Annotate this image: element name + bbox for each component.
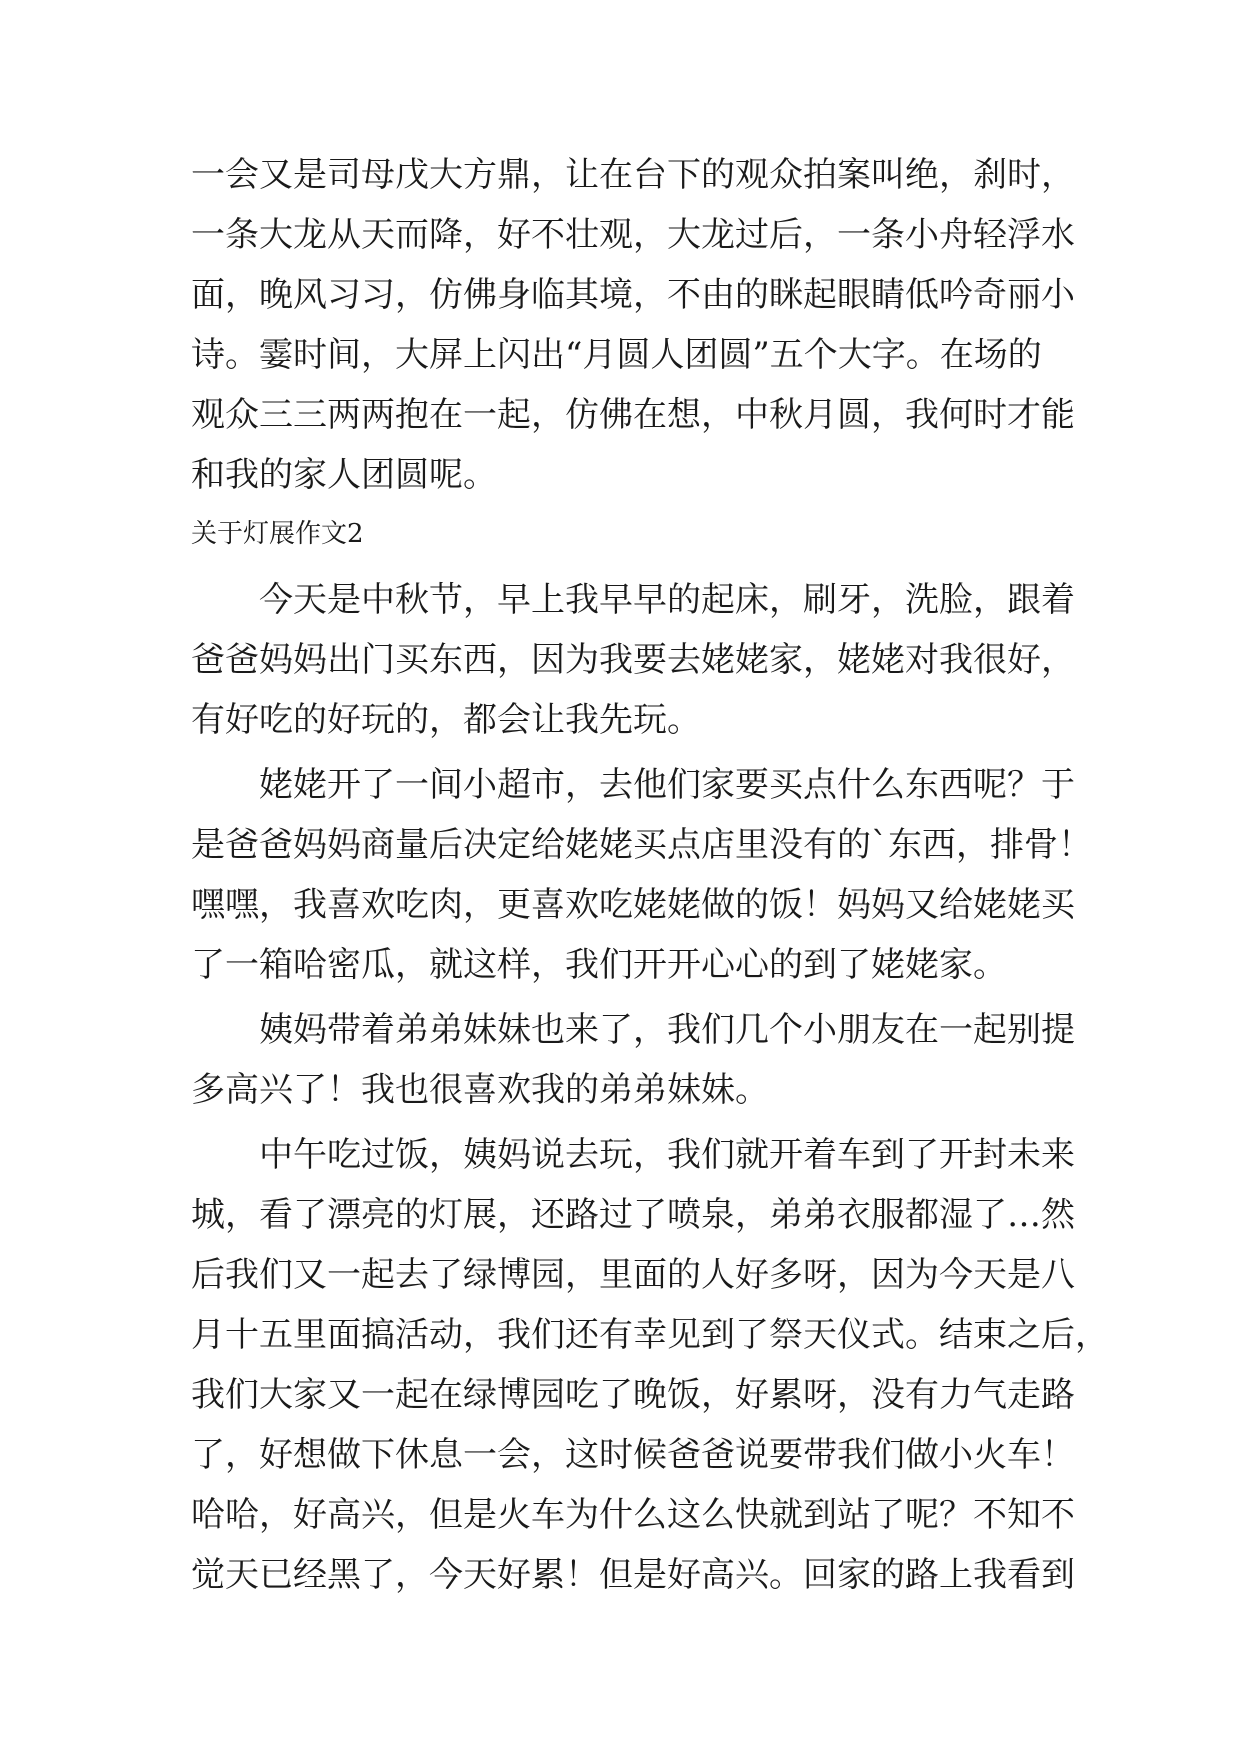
text-line: 观众三三两两抱在一起，仿佛在想，中秋月圆，我何时才能	[191, 395, 1075, 435]
text-line: 城，看了漂亮的灯展，还路过了喷泉，弟弟衣服都湿了…然	[191, 1195, 1075, 1235]
section-heading: 关于灯展作文2	[191, 519, 364, 549]
text-line: 中午吃过饭，姨妈说去玩，我们就开着车到了开封未来	[191, 1135, 1075, 1175]
text-line: 后我们又一起去了绿博园，里面的人好多呀，因为今天是八	[191, 1255, 1075, 1295]
text-line: 多高兴了！我也很喜欢我的弟弟妹妹。	[191, 1070, 769, 1110]
text-line: 和我的家人团圆呢。	[191, 455, 497, 495]
text-line: 一会又是司母戊大方鼎，让在台下的观众拍案叫绝，刹时，	[191, 155, 1075, 195]
text-line: 了一箱哈密瓜，就这样，我们开开心心的到了姥姥家。	[191, 945, 1007, 985]
text-line: 爸爸妈妈出门买东西，因为我要去姥姥家，姥姥对我很好，	[191, 640, 1075, 680]
text-line: 一条大龙从天而降，好不壮观，大龙过后，一条小舟轻浮水	[191, 215, 1075, 255]
text-line: 姨妈带着弟弟妹妹也来了，我们几个小朋友在一起别提	[191, 1010, 1075, 1050]
text-line: 诗。霎时间，大屏上闪出“月圆人团圆”五个大字。在场的	[191, 335, 1042, 375]
text-line: 有好吃的好玩的，都会让我先玩。	[191, 700, 701, 740]
text-line: 嘿嘿，我喜欢吃肉，更喜欢吃姥姥做的饭！妈妈又给姥姥买	[191, 885, 1075, 925]
text-line: 姥姥开了一间小超市，去他们家要买点什么东西呢？于	[191, 765, 1075, 805]
text-line: 今天是中秋节，早上我早早的起床，刷牙，洗脸，跟着	[191, 580, 1075, 620]
text-line: 是爸爸妈妈商量后决定给姥姥买点店里没有的`东西，排骨！	[191, 825, 1092, 865]
text-line: 觉天已经黑了，今天好累！但是好高兴。回家的路上我看到	[191, 1555, 1075, 1595]
text-line: 我们大家又一起在绿博园吃了晚饭，好累呀，没有力气走路	[191, 1375, 1075, 1415]
text-line: 哈哈，好高兴，但是火车为什么这么快就到站了呢？不知不	[191, 1495, 1075, 1535]
text-line: 月十五里面搞活动，我们还有幸见到了祭天仪式。结束之后，	[191, 1315, 1109, 1355]
text-line: 了，好想做下休息一会，这时候爸爸说要带我们做小火车！	[191, 1435, 1075, 1475]
text-line: 面，晚风习习，仿佛身临其境，不由的眯起眼睛低吟奇丽小	[191, 275, 1075, 315]
